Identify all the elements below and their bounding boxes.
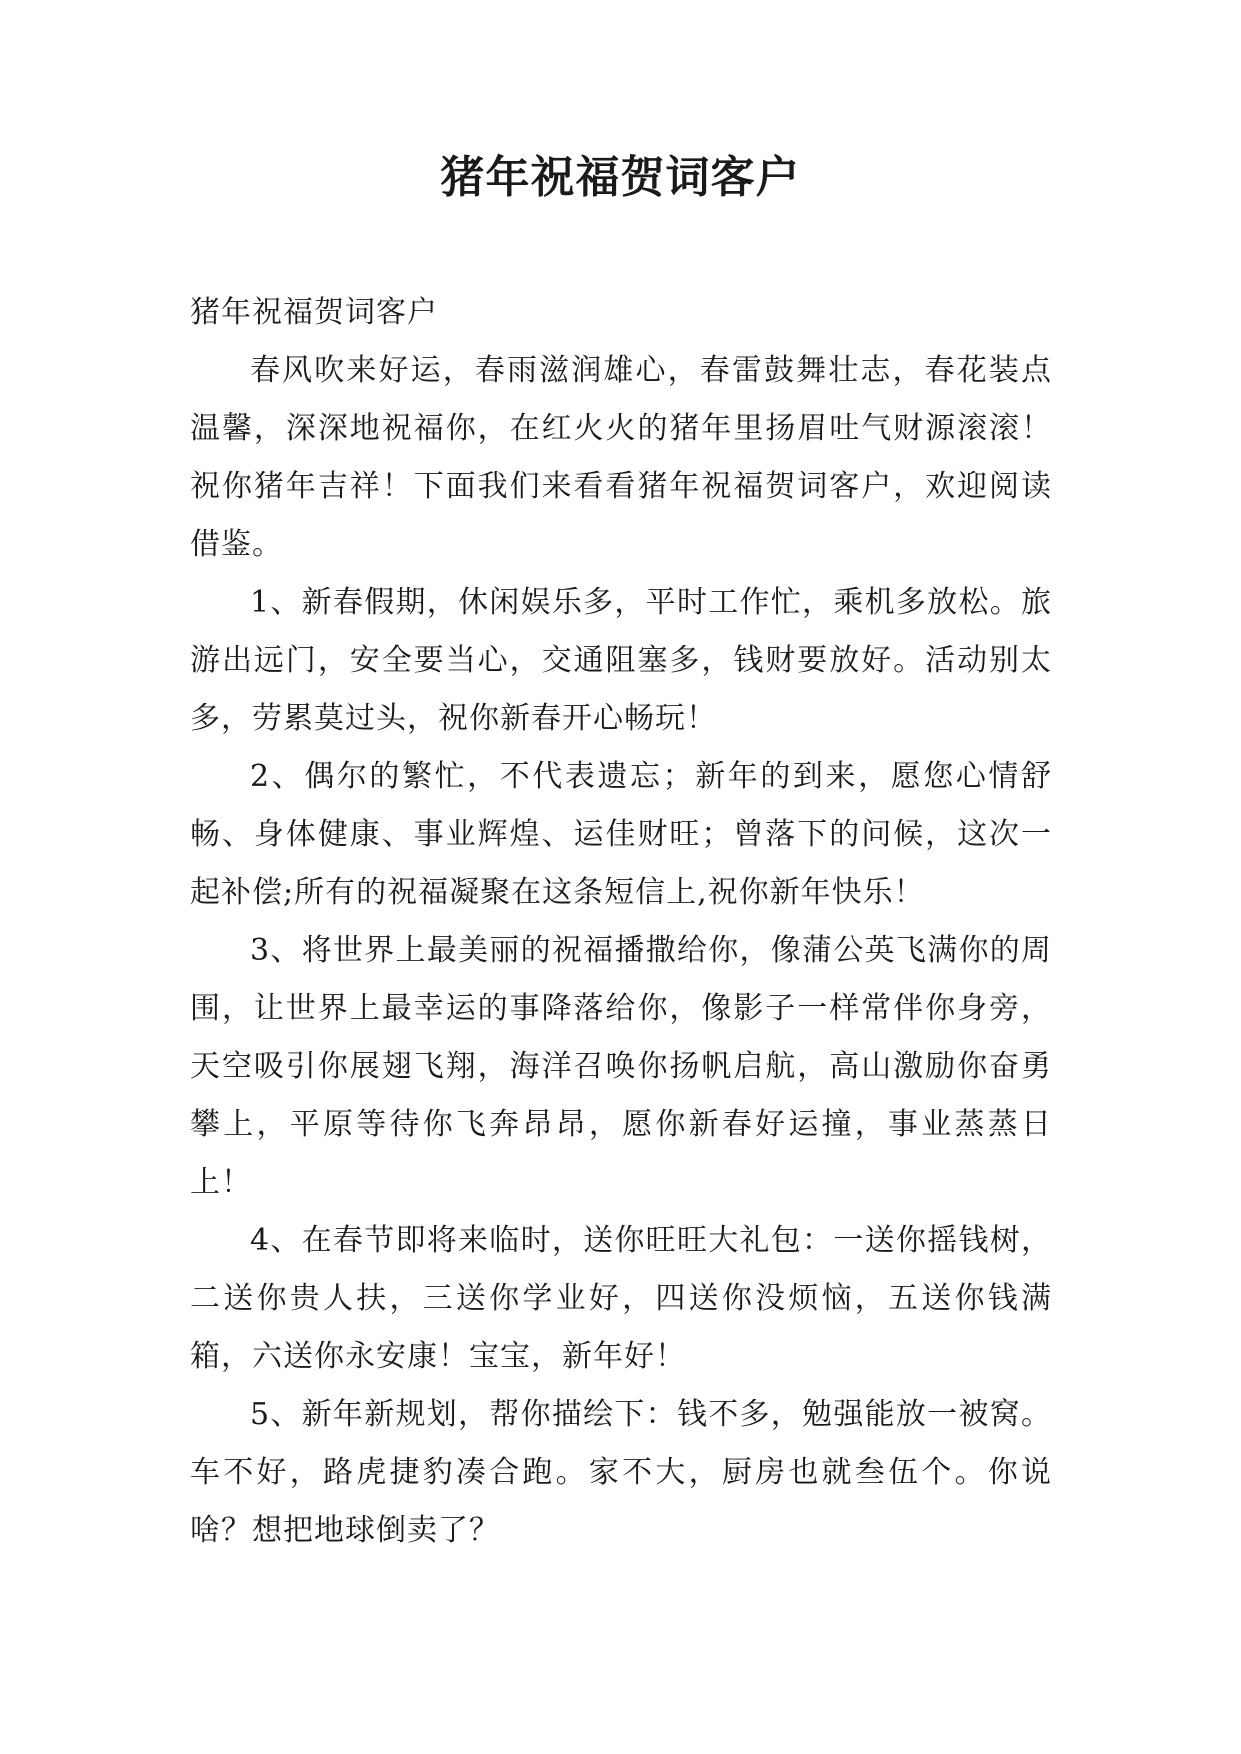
document-title: 猪年祝福贺词客户 (440, 152, 801, 203)
intro-paragraph: 春风吹来好运，春雨滋润雄心，春雷鼓舞壮志，春花装点温馨，深深地祝福你，在红火火的猪年里扬眉吐气财源滚滚！祝你猪年吉祥！下面我们来看看猪年祝福贺词客户，欢迎阅读借鉴。 (190, 353, 1052, 562)
greeting-paragraph-3: 3、将世界上最美丽的祝福播撒给你，像蒲公英飞满你的周围，让世界上最幸运的事降落给你，像影子一样常伴你身旁，天空吸引你展翅飞翔，海洋召唤你扬帆启航，高山激励你奋勇攀上，平原等待你飞奔昂昂，愿你新春好运撞，事业蒸蒸日上！ (190, 933, 1052, 1200)
greeting-paragraph-2: 2、偶尔的繁忙，不代表遗忘；新年的到来，愿您心情舒畅、身体健康、事业辉煌、运佳财旺；曾落下的问候，这次一起补偿;所有的祝福凝聚在这条短信上,祝你新年快乐！ (190, 759, 1052, 910)
body-heading: 猪年祝福贺词客户 (190, 295, 438, 330)
document-body (190, 284, 1052, 1560)
greeting-paragraph-1: 1、新春假期，休闲娱乐多，平时工作忙，乘机多放松。旅游出远门，安全要当心，交通阻塞多，钱财要放好。活动别太多，劳累莫过头，祝你新春开心畅玩！ (190, 585, 1052, 736)
greeting-paragraph-4: 4、在春节即将来临时，送你旺旺大礼包：一送你摇钱树，二送你贵人扶，三送你学业好，四送你没烦恼，五送你钱满箱，六送你永安康！宝宝，新年好！ (190, 1223, 1052, 1374)
greeting-paragraph-5: 5、新年新规划，帮你描绘下：钱不多，勉强能放一被窝。车不好，路虎捷豹凑合跑。家不大，厨房也就叁伍个。你说啥？想把地球倒卖了？ (190, 1397, 1052, 1548)
